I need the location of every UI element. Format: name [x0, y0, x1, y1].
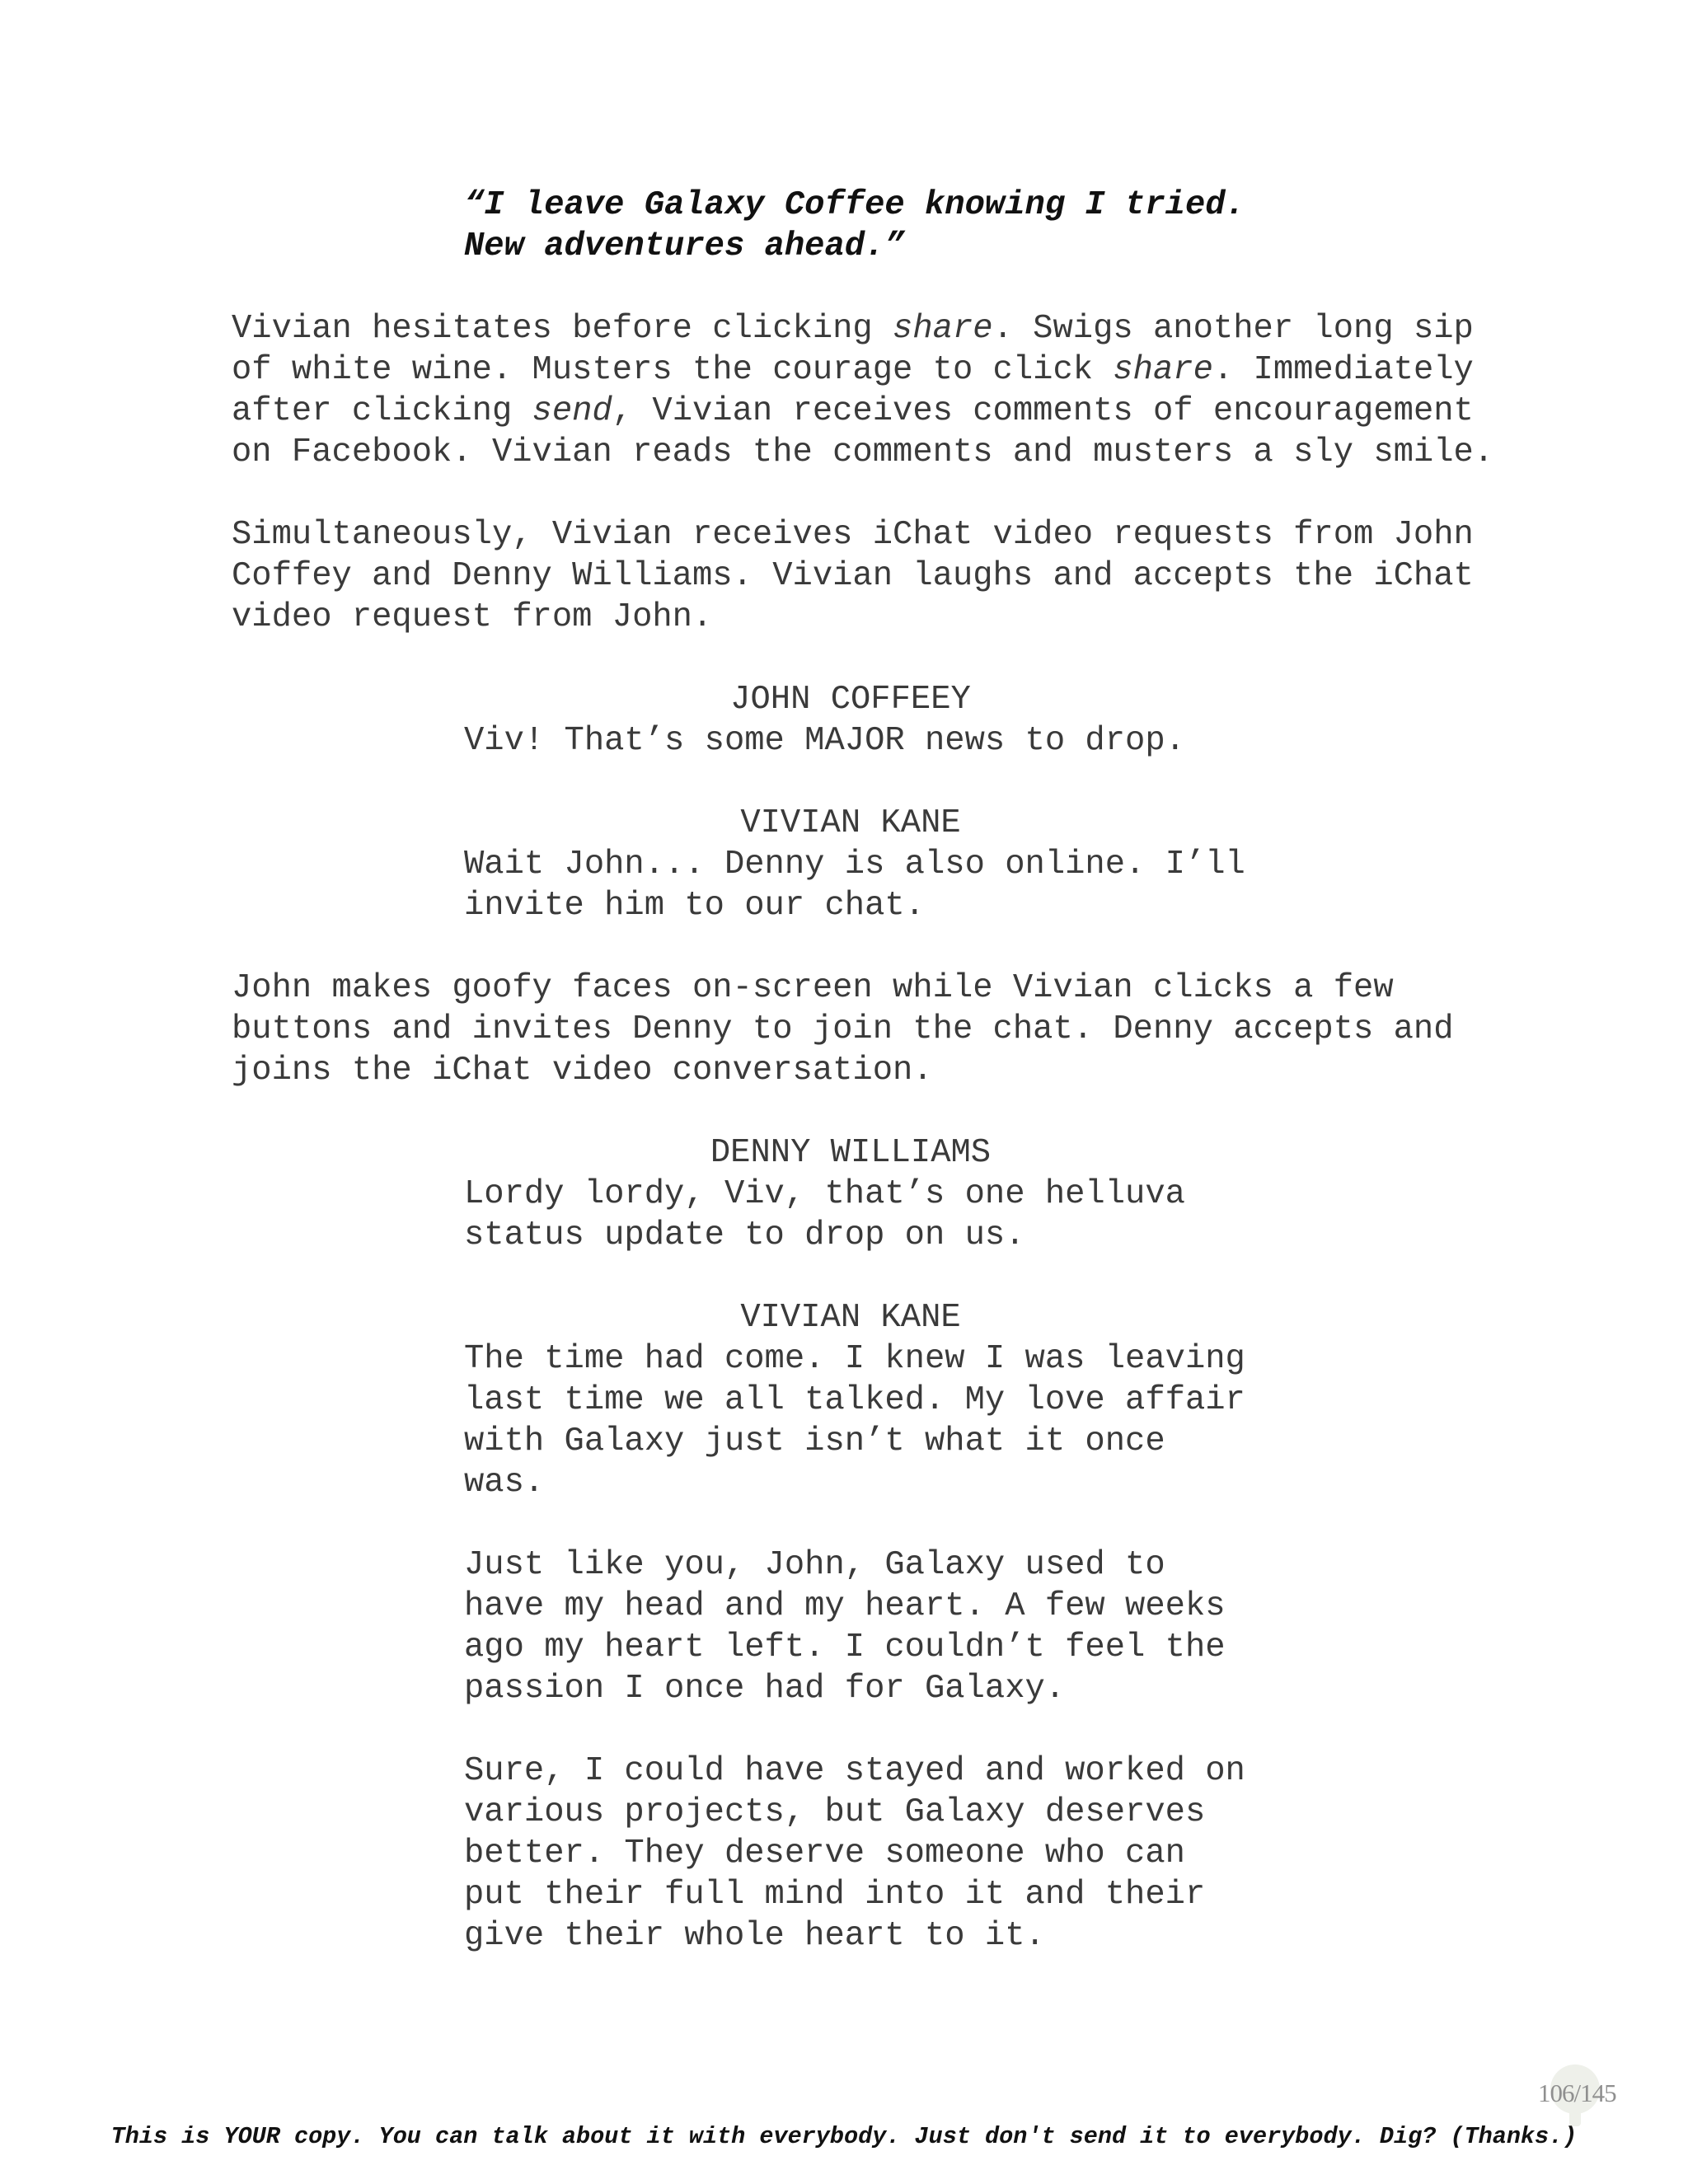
- action-line: buttons and invites Denny to join the chat. Denny accepts and: [232, 1010, 1454, 1048]
- action-line: on Facebook. Vivian reads the comments and musters a sly smile.: [232, 434, 1494, 471]
- dialogue-line: status update to drop on us.: [464, 1216, 1025, 1254]
- action-line: of white wine. Musters the courage to click share. Immediately: [232, 351, 1474, 389]
- dialogue-line: passion I once had for Galaxy.: [464, 1670, 1066, 1708]
- footer-notice: This is YOUR copy. You can talk about it with everybody. Just don't send it to everybody. Dig? (Thanks.): [110, 2123, 1578, 2150]
- dialogue-line: Sure, I could have stayed and worked on: [464, 1752, 1245, 1790]
- dialogue-line: put their full mind into it and their: [464, 1876, 1206, 1914]
- action-line: John makes goofy faces on-screen while Vivian clicks a few: [232, 969, 1394, 1007]
- character-name: VIVIAN KANE: [740, 1299, 961, 1337]
- dialogue-line: last time we all talked. My love affair: [464, 1381, 1245, 1419]
- action-line: after clicking send, Vivian receives comments of encouragement: [232, 392, 1474, 430]
- action-line: Simultaneously, Vivian receives iChat video requests from John: [232, 516, 1474, 554]
- dialogue-line: give their whole heart to it.: [464, 1917, 1045, 1955]
- quote-line-2: New adventures ahead.”: [464, 227, 905, 265]
- dialogue-line: was.: [464, 1464, 545, 1502]
- dialogue-line: various projects, but Galaxy deserves: [464, 1793, 1206, 1831]
- action-line: Coffey and Denny Williams. Vivian laughs and accepts the iChat: [232, 557, 1474, 595]
- dialogue-line: invite him to our chat.: [464, 887, 925, 925]
- dialogue-line: with Galaxy just isn’t what it once: [464, 1422, 1165, 1460]
- action-line: Vivian hesitates before clicking share. Swigs another long sip: [232, 310, 1474, 348]
- dialogue-line: Lordy lordy, Viv, that’s one helluva: [464, 1175, 1185, 1213]
- dialogue-line: Wait John... Denny is also online. I’ll: [464, 846, 1245, 883]
- character-name: DENNY WILLIAMS: [710, 1134, 992, 1172]
- dialogue-line: have my head and my heart. A few weeks: [464, 1587, 1226, 1625]
- dialogue-line: ago my heart left. I couldn’t feel the: [464, 1629, 1226, 1666]
- page-number: 106/145: [1538, 2079, 1616, 2107]
- quote-line-1: “I leave Galaxy Coffee knowing I tried.: [464, 186, 1245, 224]
- action-line: video request from John.: [232, 598, 713, 636]
- dialogue-line: Viv! That’s some MAJOR news to drop.: [464, 722, 1185, 760]
- dialogue-line: Just like you, John, Galaxy used to: [464, 1546, 1165, 1584]
- character-name: VIVIAN KANE: [740, 804, 961, 842]
- dialogue-line: better. They deserve someone who can: [464, 1835, 1185, 1872]
- dialogue-line: The time had come. I knew I was leaving: [464, 1340, 1245, 1378]
- character-name: JOHN COFFEEY: [730, 681, 971, 719]
- action-line: joins the iChat video conversation.: [232, 1052, 933, 1090]
